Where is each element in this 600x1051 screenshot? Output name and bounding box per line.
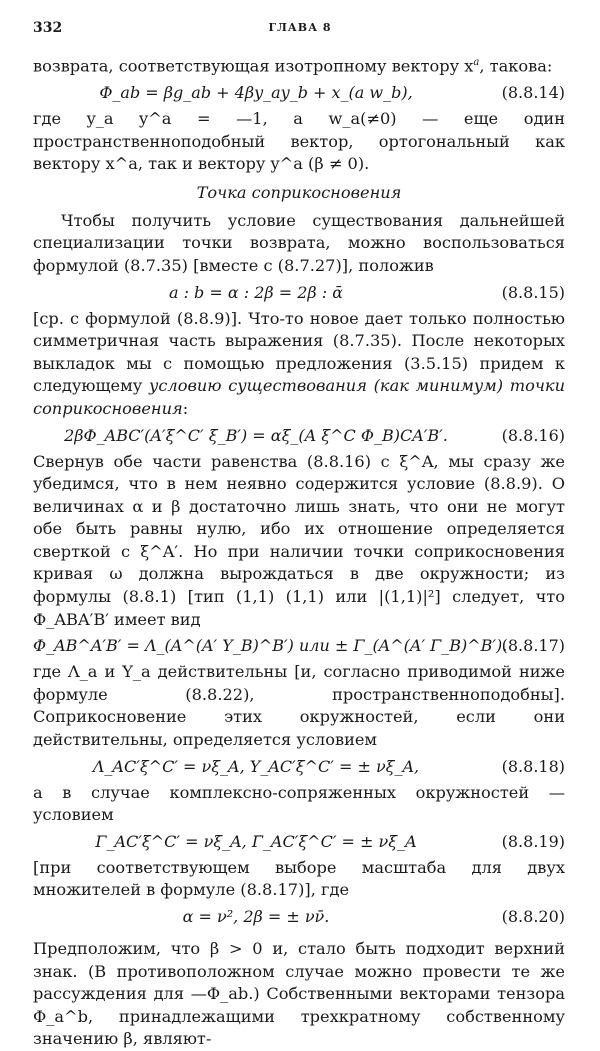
equation-formula: Γ_AC′ξ^C′ = νξ_A, Γ̄_AC′ξ^C′ = ± νξ_A: [95, 831, 417, 851]
equation-8-8-14: [33, 78, 565, 108]
section-title: Точка соприкосновения: [196, 182, 402, 202]
equation-8-8-15: [33, 278, 565, 308]
equation-8-8-16: [33, 421, 565, 451]
text-line-1: возврата, соответствующая изотропному вектору $x^a$, такова:: [33, 56, 553, 76]
text-paragraph: где Λ_a и Υ_a действительны [и, согласно приводимой ниже формуле (8.8.22), пространственноподобны]. Соприкосновение этих окружностей, если они действительны, определяется условием: [33, 662, 565, 750]
text-paragraph: где y_a y^a = —1, а w_a(≠0) — еще один пространственноподобный вектор, ортогональный как вектору x^a, так и вектору y^a (β ≠ 0).: [33, 108, 565, 174]
equation-formula: Λ_AC′ξ^C′ = νξ_A, Υ_AC′ξ^C′ = ± νξ_A,: [92, 756, 420, 776]
page-header: [33, 20, 567, 40]
equation-formula: a : b = α : 2β = 2β : ᾱ: [168, 282, 344, 302]
text-paragraph: [ср. с формулой (8.8.9)]. Что-то новое дает только полностью симметричная часть выражения (8.7.35). После некоторых выкладок мы с помощью предложения (3.5.15) придем к следующему условию существования (как минимум) точки соприкосновения:: [33, 308, 565, 418]
equation-formula: 2βΦ_ABC′(A′ξ^C′ ξ_B′) = αξ_(A ξ^C Φ_B)CA′B′.: [64, 425, 448, 445]
page-body: [33, 52, 565, 1051]
equation-number: (8.8.14): [501, 82, 565, 102]
equation-formula: Φ_ab = βg_ab + 4βy_ay_b + x_(a w_b),: [99, 82, 413, 102]
equation-number: (8.8.17): [501, 636, 565, 656]
equation-8-8-17: [33, 631, 565, 661]
equation-number: (8.8.19): [501, 831, 565, 851]
equation-formula: α = ν², 2β = ± νν̄.: [182, 907, 330, 927]
equation-8-8-18: [33, 752, 565, 782]
text-paragraph: а в случае комплексно-сопряженных окружностей — условием: [33, 782, 565, 825]
equation-8-8-19: [33, 827, 565, 857]
text-paragraph: Предположим, что β > 0 и, стало быть подходит верхний знак. (В противоположном случае можно провести те же рассуждения для —Φ_ab.) Собственными векторами тензора Φ_a^b, принадлежащими трехкратному собственному значению β, являют-: [33, 939, 565, 1049]
equation-8-8-20: [33, 902, 565, 932]
running-head: ГЛАВА 8: [268, 21, 332, 34]
page-number: 332: [33, 20, 63, 36]
text-paragraph: Свернув обе части равенства (8.8.16) с ξ^A, мы сразу же убедимся, что в нем неявно содержится условие (8.8.9). О величинах α и β достаточно лишь знать, что они не могут обе быть равны нулю, ибо их отношение определяется сверткой с ξ^A′. Но при наличии точки соприкосновения кривая ω должна вырождаться в две окружности; из формулы (8.8.1) [тип (1,1) (1,1) или |(1,1)|²] следует, что Φ_ABA′B′ имеет вид: [33, 451, 565, 629]
equation-number: (8.8.18): [501, 756, 565, 776]
equation-number: (8.8.20): [501, 907, 565, 927]
text-paragraph: [при соответствующем выборе масштаба для двух множителей в формуле (8.8.17)], где: [33, 857, 565, 900]
equation-number: (8.8.15): [501, 282, 565, 302]
equation-formula: Φ_AB^A′B′ = Λ_(A^(A′ Υ_B)^B′) или ± Γ_(A^(A′ Γ̄_B)^B′).: [33, 636, 508, 656]
equation-number: (8.8.16): [501, 425, 565, 445]
text-paragraph: Чтобы получить условие существования дальнейшей специализации точки возврата, можно воспользоваться формулой (8.7.35) [вместе с (8.7.27)], положив: [33, 210, 565, 275]
